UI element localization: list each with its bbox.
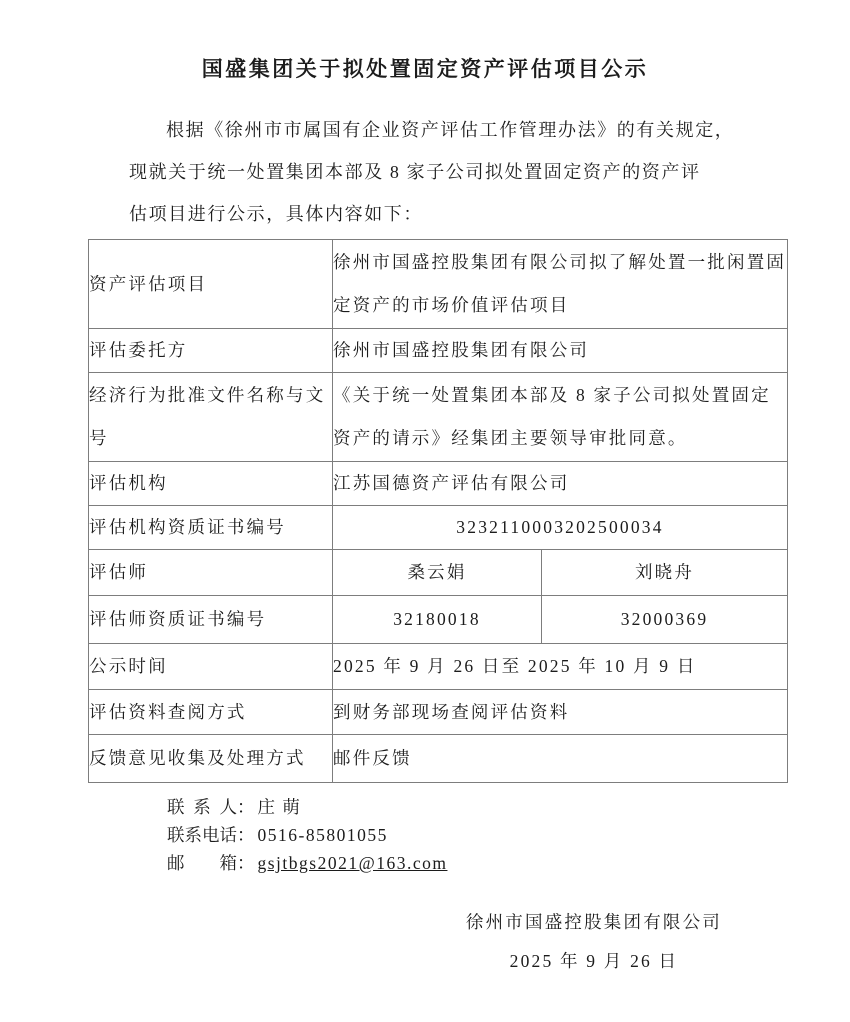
email-link[interactable]: gsjtbgs2021@163.com <box>257 853 448 873</box>
row-label: 公示时间 <box>89 644 333 690</box>
contact-phone-line <box>167 821 850 849</box>
row-label: 评估师资质证书编号 <box>89 596 333 644</box>
contact-person-label: 联系人 <box>167 797 237 817</box>
contact-phone-label: 联系电话 <box>167 825 237 845</box>
contact-person-line <box>167 793 850 821</box>
row-label: 反馈意见收集及处理方式 <box>89 735 333 783</box>
row-value: 3232110003202500034 <box>333 506 788 550</box>
row-value: 邮件反馈 <box>333 735 788 783</box>
intro-line-2: 现就关于统一处置集团本部及 8 家子公司拟处置固定资产的资产评 <box>129 162 701 182</box>
row-value-cert-2: 32000369 <box>542 596 788 644</box>
table-row-client <box>89 329 788 373</box>
table-row-appraisers <box>89 550 788 596</box>
row-value-appraiser-2: 刘晓舟 <box>542 550 788 596</box>
intro-line-1: 根据《徐州市市属国有企业资产评估工作管理办法》的有关规定， <box>166 120 735 140</box>
colon: ： <box>237 853 255 873</box>
row-label: 资产评估项目 <box>89 240 333 329</box>
intro-line-3: 估项目进行公示，具体内容如下： <box>129 204 423 224</box>
row-label: 评估资料查阅方式 <box>89 690 333 735</box>
row-value-appraiser-1: 桑云娟 <box>333 550 542 596</box>
colon: ： <box>237 825 255 845</box>
row-label: 经济行为批准文件名称与文号 <box>89 373 333 462</box>
row-value: 到财务部现场查阅评估资料 <box>333 690 788 735</box>
row-value-cert-1: 32180018 <box>333 596 542 644</box>
evaluation-table <box>88 239 788 783</box>
row-value: 徐州市国盛控股集团有限公司拟了解处置一批闲置固定资产的市场价值评估项目 <box>333 240 788 329</box>
signature-date: 2025 年 9 月 26 日 <box>509 951 679 971</box>
page-title: 国盛集团关于拟处置固定资产评估项目公示 <box>201 58 649 81</box>
table-row-publicity-period <box>89 644 788 690</box>
row-value: 徐州市国盛控股集团有限公司 <box>333 329 788 373</box>
table-row-approval-doc <box>89 373 788 462</box>
contact-email-line <box>167 849 850 877</box>
table-row-feedback-method <box>89 735 788 783</box>
signature-company: 徐州市国盛控股集团有限公司 <box>465 912 722 932</box>
row-label: 评估机构 <box>89 462 333 506</box>
row-value: 《关于统一处置集团本部及 8 家子公司拟处置固定资产的请示》经集团主要领导审批同意。 <box>333 373 788 462</box>
table-row-appraiser-certs <box>89 596 788 644</box>
contact-block <box>167 793 850 877</box>
contact-phone-value: 0516-85801055 <box>257 825 388 845</box>
colon: ： <box>237 797 255 817</box>
table-row-agency-cert <box>89 506 788 550</box>
intro-paragraph <box>129 109 850 235</box>
contact-person-value: 庄 萌 <box>257 797 302 817</box>
row-value: 江苏国德资产评估有限公司 <box>333 462 788 506</box>
row-label: 评估师 <box>89 550 333 596</box>
row-value: 2025 年 9 月 26 日至 2025 年 10 月 9 日 <box>333 644 788 690</box>
row-label: 评估委托方 <box>89 329 333 373</box>
table-row-project <box>89 240 788 329</box>
row-label: 评估机构资质证书编号 <box>89 506 333 550</box>
contact-email-label: 邮箱 <box>167 853 237 873</box>
table-row-review-method <box>89 690 788 735</box>
signature-block <box>466 903 722 981</box>
table-row-agency <box>89 462 788 506</box>
